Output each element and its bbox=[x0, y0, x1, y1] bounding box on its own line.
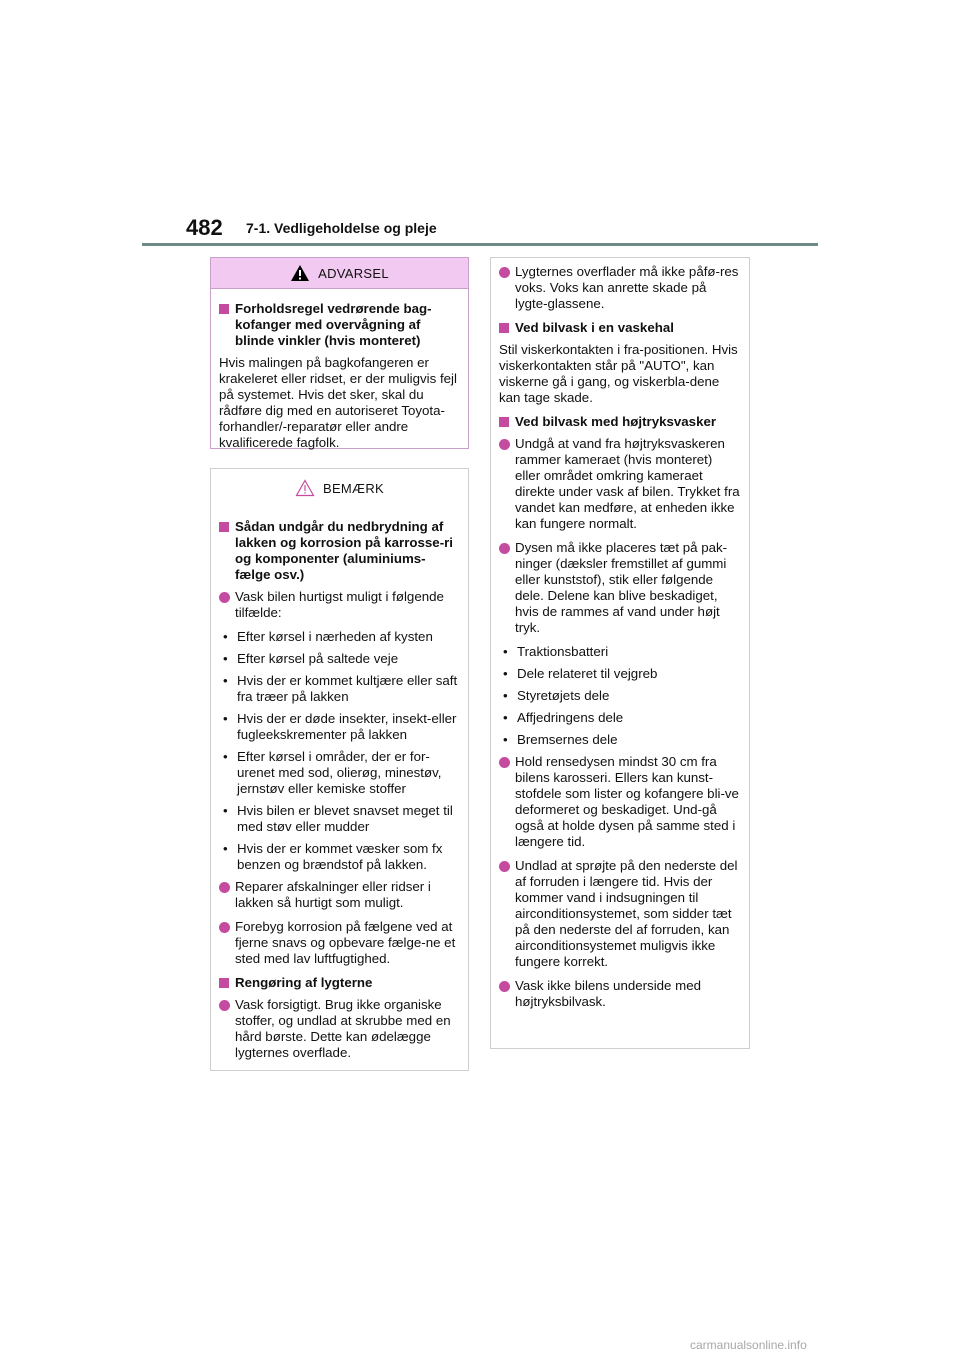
round-bullet-icon bbox=[499, 267, 510, 278]
round-bullet-icon bbox=[219, 592, 230, 603]
notice-bullet-4: Vask forsigtigt. Brug ikke organiske stoffer, og undlad at skrubbe med en hård børste. Dette kan ødelægge lygternes overflade. bbox=[219, 997, 460, 1061]
right-bullet-5: Undlad at sprøjte på den nederste del af forruden i længere tid. Hvis der kommer vand i indsugningen til airconditionsystemet, som sidder tæt på den nederste del af forruden, kan airconditionsystemet muligvis ikke fungere korrekt. bbox=[499, 858, 741, 970]
notice-subitem: • Efter kørsel i områder, der er for-urenet med sod, olierøg, minestøv, jernstøv eller kemiske stoffer bbox=[219, 749, 460, 797]
warning-box bbox=[210, 257, 469, 449]
right-bullet-2: Undgå at vand fra højtryksvaskeren rammer kameraet (hvis monteret) eller området omkring kameraet direkte under vask af bilen. Trykket fra vandet kan medføre, at enheden ikke kan fungere normalt. bbox=[499, 436, 741, 532]
round-bullet-icon bbox=[499, 757, 510, 768]
right-bullet-6: Vask ikke bilens underside med højtryksbilvask. bbox=[499, 978, 741, 1010]
notice-heading-2: Rengøring af lygterne bbox=[219, 975, 460, 991]
right-subitem: • Bremsernes dele bbox=[499, 732, 741, 748]
notice-subitem: • Hvis der er kommet kultjære eller saft fra træer på lakken bbox=[219, 673, 460, 705]
round-bullet-icon bbox=[499, 543, 510, 554]
notice-subitem: • Hvis der er døde insekter, insekt-eller fugleekskrementer på lakken bbox=[219, 711, 460, 743]
square-bullet-icon bbox=[499, 417, 509, 427]
round-bullet-icon bbox=[219, 1000, 230, 1011]
notice-bullet-3: Forebyg korrosion på fælgene ved at fjerne snavs og opbevare fælge-ne et sted med lav luftfugtighed. bbox=[219, 919, 460, 967]
square-bullet-icon bbox=[499, 323, 509, 333]
watermark[interactable]: carmanualsonline.info bbox=[690, 1338, 807, 1352]
notice-box-header bbox=[211, 469, 468, 507]
right-box bbox=[490, 257, 750, 1049]
square-bullet-icon bbox=[219, 978, 229, 988]
notice-subitem: • Efter kørsel i nærheden af kysten bbox=[219, 629, 460, 645]
notice-box bbox=[210, 468, 469, 1071]
round-bullet-icon bbox=[499, 439, 510, 450]
right-bullet-3: Dysen må ikke placeres tæt på pak-ninger (dæksler fremstillet af gummi eller kunststof), stik eller følgende dele. Delene kan blive beskadiget, hvis de rammes af vand under højt tryk. bbox=[499, 540, 741, 636]
notice-heading-1: Sådan undgår du nedbrydning af lakken og korrosion på karrosse-ri og komponenter (aluminiums-fælge osv.) bbox=[219, 519, 460, 583]
right-subitem: • Traktionsbatteri bbox=[499, 644, 741, 660]
round-bullet-icon bbox=[219, 922, 230, 933]
header-rule bbox=[142, 243, 818, 246]
round-bullet-icon bbox=[499, 861, 510, 872]
notice-bullet-2: Reparer afskalninger eller ridser i lakken så hurtigt som muligt. bbox=[219, 879, 460, 911]
right-bullet-1: Lygternes overflader må ikke påfø-res voks. Voks kan anrette skade på lygte-glassene. bbox=[499, 264, 741, 312]
right-subitem: • Dele relateret til vejgreb bbox=[499, 666, 741, 682]
warning-heading: Forholdsregel vedrørende bag-kofanger med overvågning af blinde vinkler (hvis monteret) bbox=[219, 301, 460, 349]
right-subitem: • Styretøjets dele bbox=[499, 688, 741, 704]
square-bullet-icon bbox=[219, 304, 229, 314]
page-number: 482 bbox=[186, 215, 223, 240]
warning-triangle-icon bbox=[290, 264, 310, 282]
notice-subitem: • Hvis der er kommet væsker som fx benzen og brændstof på lakken. bbox=[219, 841, 460, 873]
notice-triangle-icon bbox=[295, 479, 315, 497]
warning-box-header bbox=[211, 258, 468, 289]
right-para-1: Stil viskerkontakten i fra-positionen. Hvis viskerkontakten står på "AUTO", kan viskerne gå i gang, og viskerbla-dene kan tage skade. bbox=[499, 342, 738, 405]
right-subitem: • Affjedringens dele bbox=[499, 710, 741, 726]
section-title: 7-1. Vedligeholdelse og pleje bbox=[246, 220, 437, 236]
notice-subitem: • Hvis bilen er blevet snavset meget til med støv eller mudder bbox=[219, 803, 460, 835]
square-bullet-icon bbox=[219, 522, 229, 532]
notice-box-title: BEMÆRK bbox=[322, 480, 385, 496]
notice-bullet-1: Vask bilen hurtigst muligt i følgende tilfælde: bbox=[219, 589, 460, 621]
round-bullet-icon bbox=[219, 882, 230, 893]
round-bullet-icon bbox=[499, 981, 510, 992]
right-bullet-4: Hold rensedysen mindst 30 cm fra bilens karosseri. Ellers kan kunst-stofdele som lister og kofangere bli-ve deformeret og beskadiget. Und-gå også at holde dysen på samme sted i længere tid. bbox=[499, 754, 741, 850]
warning-text: Hvis malingen på bagkofangeren er krakeleret eller ridset, er der muligvis fejl på systemet. Hvis det sker, skal du rådføre dig med en autoriseret Toyota-forhandler/-reparatør eller andre kvalificerede fagfolk. bbox=[219, 355, 457, 450]
right-heading-1: Ved bilvask i en vaskehal bbox=[499, 320, 741, 336]
warning-box-title: ADVARSEL bbox=[318, 265, 389, 281]
right-heading-2: Ved bilvask med højtryksvasker bbox=[499, 414, 741, 430]
notice-subitem: • Efter kørsel på saltede veje bbox=[219, 651, 460, 667]
